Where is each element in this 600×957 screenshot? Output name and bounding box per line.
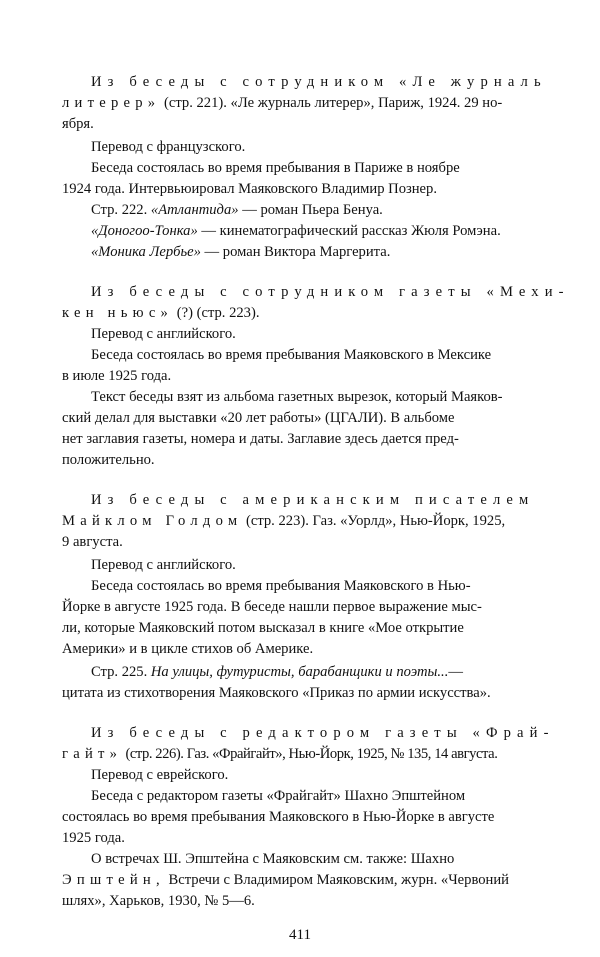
section-4-paragraph-2-line-2: Эпштейн, Встречи с Владимиром Маяковским, журн. «Червоний [62, 872, 509, 888]
page-number: 411 [289, 927, 311, 943]
section-4-title-line-1: Из беседы с редактором газеты «Фрай- [91, 725, 555, 741]
section-1-note-monika-lerbie: «Моника Лербье» — роман Виктора Маргерита. [91, 244, 391, 260]
section-3-paragraph-1-line-3: ли, которые Маяковский потом высказал в книге «Мое открытие [62, 620, 464, 636]
section-1-paragraph-1-line-2: 1924 года. Интервьюировал Маяковского Владимир Познер. [62, 181, 437, 197]
section-1-title-line-3: ября. [62, 116, 94, 132]
section-1-paragraph-1-line-1: Беседа состоялась во время пребывания в Париже в ноябре [91, 160, 460, 176]
section-3-paragraph-1-line-4: Америки» и в цикле стихов об Америке. [62, 641, 314, 657]
section-1-title-line-2: литерер» (стр. 221). «Ле журналь литерер», Париж, 1924. 29 но- [62, 95, 503, 111]
section-2-title-line-1: Из беседы с сотрудником газеты «Мехи- [91, 284, 570, 300]
section-3-title-line-2: Майклом Голдом (стр. 223). Газ. «Уорлд», Нью-Йорк, 1925, [62, 513, 506, 529]
section-2-translation-note: Перевод с английского. [91, 326, 236, 342]
section-2-paragraph-2-line-4: положительно. [62, 452, 155, 468]
section-4-paragraph-1-line-2: состоялась во время пребывания Маяковского в Нью-Йорке в августе [62, 809, 495, 825]
section-4-translation-note: Перевод с еврейского. [91, 767, 229, 783]
section-4-title-line-2: гайт» (стр. 226). Газ. «Фрайгайт», Нью-Йорк, 1925, № 135, 14 августа. [62, 746, 498, 762]
section-1-note-donogoo-tonka: «Доногоо-Тонка» — кинематографический рассказ Жюля Ромэна. [91, 223, 501, 239]
section-3-translation-note: Перевод с английского. [91, 557, 236, 573]
section-4-paragraph-2-line-3: шлях», Харьков, 1930, № 5—6. [62, 893, 255, 909]
section-2-paragraph-2-line-1: Текст беседы взят из альбома газетных вырезок, который Маяков- [91, 389, 503, 405]
section-2-paragraph-1-line-1: Беседа состоялась во время пребывания Маяковского в Мексике [91, 347, 492, 363]
section-3-title-line-1: Из беседы с американским писателем [91, 492, 535, 508]
section-3-paragraph-2-line-2: цитата из стихотворения Маяковского «Приказ по армии искусства». [62, 685, 491, 701]
section-2-paragraph-1-line-2: в июле 1925 года. [62, 368, 172, 384]
section-2-paragraph-2-line-2: ский делал для выставки «20 лет работы» (ЦГАЛИ). В альбоме [62, 410, 455, 426]
section-2-paragraph-2-line-3: нет заглавия газеты, номера и даты. Заглавие здесь дается пред- [62, 431, 459, 447]
section-4-paragraph-2-line-1: О встречах Ш. Эпштейна с Маяковским см. также: Шахно [91, 851, 455, 867]
section-4-paragraph-1-line-1: Беседа с редактором газеты «Фрайгайт» Шахно Эпштейном [91, 788, 466, 804]
section-2-title-line-2: кен ньюс» (?) (стр. 223). [62, 305, 260, 321]
section-1-note-atlantida: Стр. 222. «Атлантида» — роман Пьера Бенуа. [91, 202, 383, 218]
section-4-paragraph-1-line-3: 1925 года. [62, 830, 125, 846]
section-3-paragraph-1-line-2: Йорке в августе 1925 года. В беседе нашли первое выражение мыс- [62, 599, 482, 615]
section-3-paragraph-2-line-1: Стр. 225. На улицы, футуристы, барабанщики и поэты...— [91, 664, 463, 680]
section-3-title-line-3: 9 августа. [62, 534, 123, 550]
section-1-translation-note: Перевод с французского. [91, 139, 246, 155]
section-3-paragraph-1-line-1: Беседа состоялась во время пребывания Маяковского в Нью- [91, 578, 471, 594]
section-1-title-line-1: Из беседы с сотрудником «Ле журналь [91, 74, 547, 90]
